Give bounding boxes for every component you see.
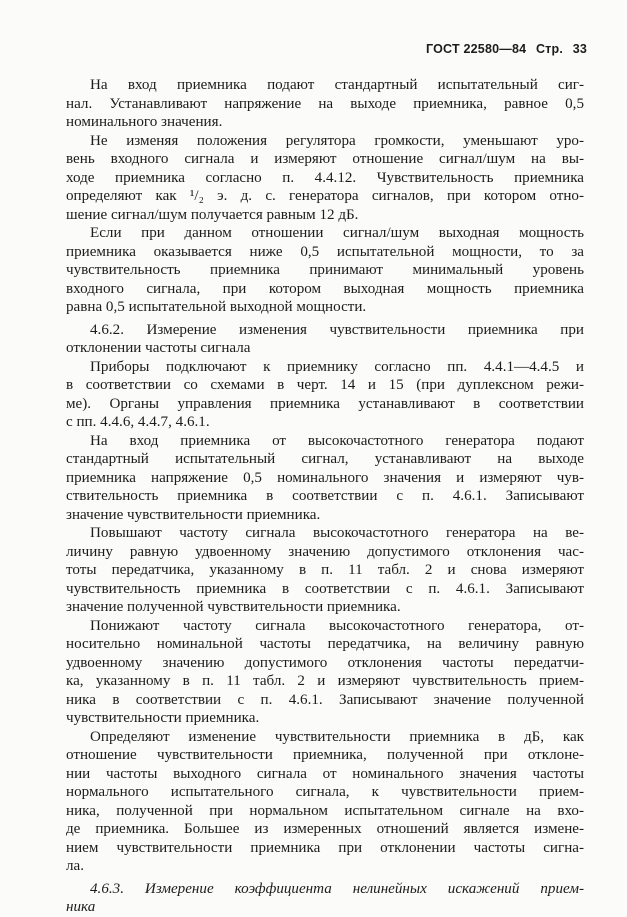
text-line: Не изменяя положения регулятора громкости, уменьшают уро- <box>90 132 584 149</box>
text-line: Определяют изменение чувствительности приемника в дБ, как <box>90 728 584 745</box>
text-line: ствительность приемника в соответствии с п. 4.6.1. Записывают <box>66 488 584 504</box>
text-line: ла. <box>66 858 85 874</box>
text-line: входного сигнала, при котором выходная мощность приемника <box>66 280 584 297</box>
text-line: вень входного сигнала и измеряют отношение сигнал/шум на вы- <box>66 151 584 167</box>
text-line: стандартный испытательный сигнал, устанавливают на выходе <box>66 451 584 467</box>
text-line: чувствительность приемника в соответствии с п. 4.6.1. Записывают <box>66 580 584 597</box>
text-line: с пп. 4.4.6, 4.4.7, 4.6.1. <box>66 414 210 430</box>
text-line: равна 0,5 испытательной выходной мощности. <box>66 299 367 315</box>
section-heading-line: ника <box>66 899 96 915</box>
text-line: носительно номинальной частоты передатчика, на величину равную <box>66 636 584 652</box>
text-line: удвоенному значению допустимого отклонения частоты передатчи- <box>66 654 584 671</box>
text-line: номинального значения. <box>66 114 223 130</box>
text-line: нормального испытательного сигнала, к чувствительности прием- <box>66 784 584 800</box>
text-line: чувствительность приемника принимают минимальный уровень <box>66 262 584 278</box>
text-line: шение сигнал/шум получается равным 12 дБ. <box>66 206 359 223</box>
text-line: нал. Устанавливают напряжение на выходе приемника, равное 0,5 <box>66 95 584 112</box>
page-header <box>420 42 587 56</box>
text-line: значение полученной чувствительности приемника. <box>66 599 401 615</box>
text-line: приемника напряжение 0,5 номинального значения и измеряют чув- <box>66 469 584 486</box>
text-line: де приемника. Большее из измеренных отношений является измене- <box>66 821 584 837</box>
text-line: отношение чувствительности приемника, полученной при отклоне- <box>66 747 584 763</box>
section-heading-line: отклонении частоты сигнала <box>66 340 251 356</box>
text-line: Повышают частоту сигнала высокочастотного генератора на ве- <box>90 525 584 541</box>
text-line: ме). Органы управления приемника устанавливают в соответствии <box>66 395 584 412</box>
text-line: Понижают частоту сигнала высокочастотного генератора, от- <box>90 617 584 634</box>
text-line: чувствительности приемника. <box>66 710 260 726</box>
section-heading-line: 4.6.3. Измерение коэффициента нелинейных искажений прием- <box>90 880 584 897</box>
text-line: На вход приемника от высокочастотного генератора подают <box>90 432 584 449</box>
page-number: 33 <box>572 42 587 56</box>
text-line: На вход приемника подают стандартный испытательный сиг- <box>90 77 584 93</box>
standard-number: ГОСТ 22580—84 <box>426 42 527 56</box>
document-body <box>66 76 584 917</box>
text-line: Приборы подключают к приемнику согласно пп. 4.4.1—4.4.5 и <box>90 358 584 375</box>
text-line: приемника оказывается ниже 0,5 испытательной мощности, то за <box>66 243 584 260</box>
text-line: ника, полученной при нормальном испытательном сигнале на вхо- <box>66 802 584 819</box>
text-line: нием чувствительности приемника при отклонении частоты сигна- <box>66 839 584 856</box>
text-line: личину равную удвоенному значению допустимого отклонения час- <box>66 543 584 560</box>
text-line: нии частоты выходного сигнала от номинального значения частоты <box>66 765 584 782</box>
page-label: Стр. <box>535 42 563 56</box>
text-line: тоты передатчика, указанному в п. 11 табл. 2 и снова измеряют <box>66 562 584 578</box>
section-heading-line: 4.6.2. Измерение изменения чувствительности приемника при <box>90 321 584 338</box>
text-line: ходе приемника согласно п. 4.4.12. Чувствительность приемника <box>66 169 584 186</box>
text-line: определяют как ¹/₂ э. д. с. генератора сигналов, при котором отно- <box>66 188 584 204</box>
text-line: ка, указанному в п. 11 табл. 2 и измеряют чувствительность прием- <box>66 673 584 689</box>
text-line: значение чувствительности приемника. <box>66 506 321 523</box>
text-line: в соответствии со схемами в черт. 14 и 15 (при дуплексном режи- <box>66 377 584 393</box>
text-line: Если при данном отношении сигнал/шум выходная мощность <box>90 225 584 241</box>
text-line: ника в соответствии с п. 4.6.1. Записывают значение полученной <box>66 691 584 708</box>
